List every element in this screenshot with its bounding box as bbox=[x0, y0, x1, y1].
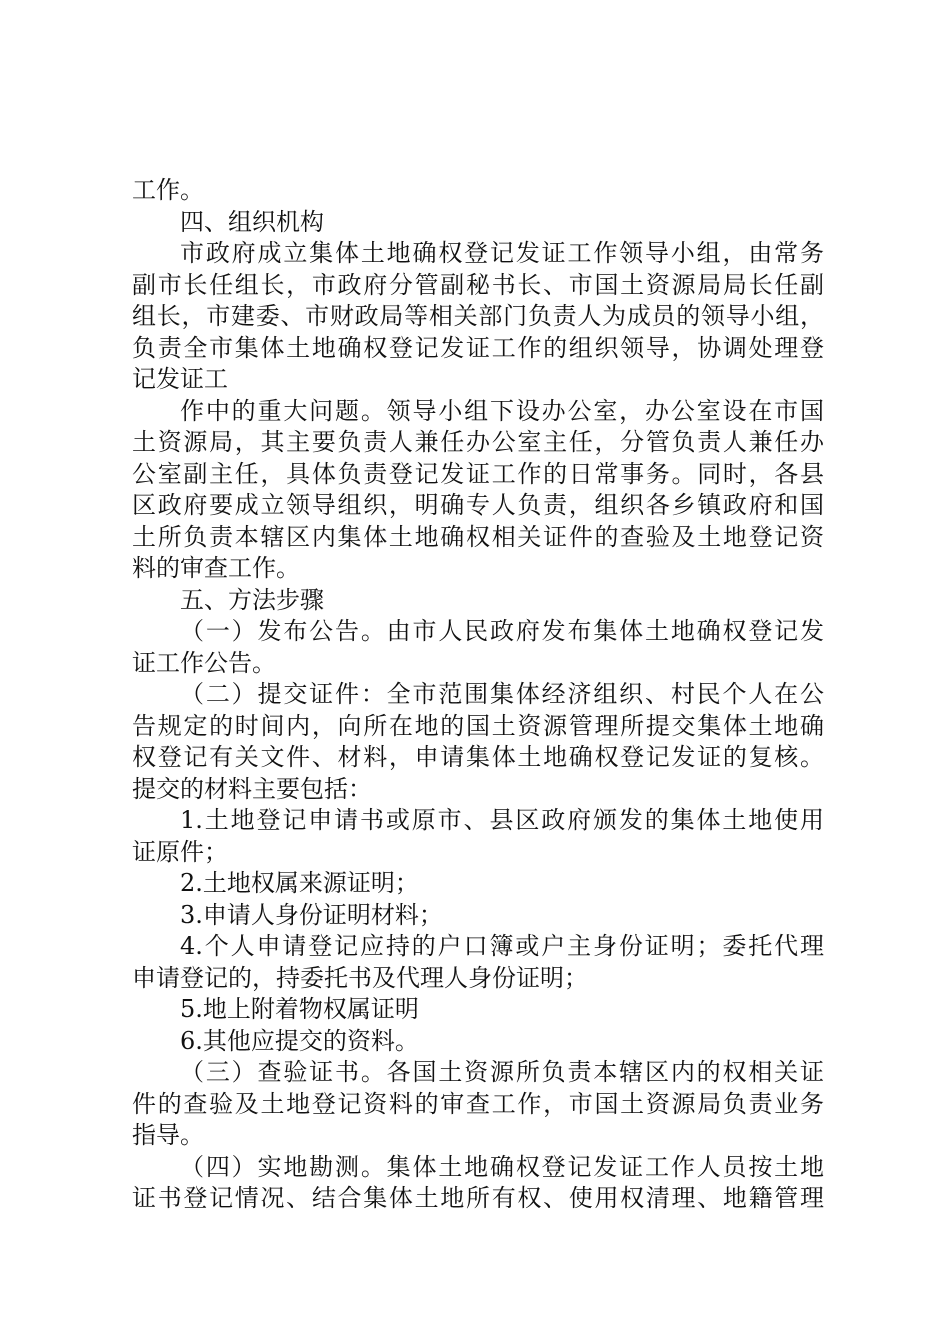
text-line: 证书登记情况、结合集体土地所有权、使用权清理、地籍管理 bbox=[132, 1184, 824, 1212]
text-line: 2.土地权属来源证明； bbox=[180, 869, 419, 897]
text-line: 土资源局，其主要负责人兼任办公室主任，分管负责人兼任办 bbox=[132, 428, 824, 456]
text-line: 件的查验及土地登记资料的审查工作，市国土资源局负责业务 bbox=[132, 1089, 824, 1118]
text-line: 市政府成立集体土地确权登记发证工作领导小组，由常务 bbox=[180, 239, 824, 267]
text-line: 料的审查工作。 bbox=[132, 554, 300, 582]
text-line: 证原件； bbox=[132, 837, 228, 866]
text-line: 四、组织机构 bbox=[180, 207, 324, 236]
text-line: （四）实地勘测。集体土地确权登记发证工作人员按土地 bbox=[180, 1152, 824, 1181]
text-line: 组长，市建委、市财政局等相关部门负责人为成员的领导小组， bbox=[132, 302, 824, 330]
text-line: 提交的材料主要包括： bbox=[132, 774, 372, 803]
text-line: 指导。 bbox=[132, 1121, 204, 1149]
text-line: 5.地上附着物权属证明 bbox=[180, 995, 419, 1023]
text-line: 土所负责本辖区内集体土地确权相关证件的查验及土地登记资 bbox=[132, 522, 824, 551]
text-line: 区政府要成立领导组织，明确专人负责，组织各乡镇政府和国 bbox=[132, 491, 824, 519]
text-line: 记发证工 bbox=[132, 365, 228, 393]
text-line: 权登记有关文件、材料，申请集体土地确权登记发证的复核。 bbox=[132, 743, 824, 771]
text-line: （二）提交证件：全市范围集体经济组织、村民个人在公 bbox=[180, 680, 824, 708]
text-line: 工作。 bbox=[132, 176, 204, 204]
text-line: 1.土地登记申请书或原市、县区政府颁发的集体土地使用 bbox=[180, 806, 824, 834]
text-line: （一）发布公告。由市人民政府发布集体土地确权登记发 bbox=[180, 617, 824, 645]
text-line: 告规定的时间内，向所在地的国土资源管理所提交集体土地确 bbox=[132, 711, 824, 740]
text-line: 4.个人申请登记应持的户口簿或户主身份证明；委托代理 bbox=[180, 932, 824, 960]
text-line: 3.申请人身份证明材料； bbox=[180, 900, 443, 929]
text-line: 作中的重大问题。领导小组下设办公室，办公室设在市国 bbox=[180, 396, 824, 425]
text-line: 申请登记的，持委托书及代理人身份证明； bbox=[132, 963, 588, 992]
text-line: 五、方法步骤 bbox=[180, 585, 324, 614]
text-line: 副市长任组长，市政府分管副秘书长、市国土资源局局长任副 bbox=[132, 270, 824, 299]
text-line: 公室副主任，具体负责登记发证工作的日常事务。同时，各县 bbox=[132, 459, 824, 488]
text-line: 6.其他应提交的资料。 bbox=[180, 1026, 419, 1055]
text-line: 证工作公告。 bbox=[132, 648, 276, 677]
text-line: （三）查验证书。各国土资源所负责本辖区内的权相关证 bbox=[180, 1058, 824, 1086]
text-line: 负责全市集体土地确权登记发证工作的组织领导，协调处理登 bbox=[132, 333, 824, 362]
